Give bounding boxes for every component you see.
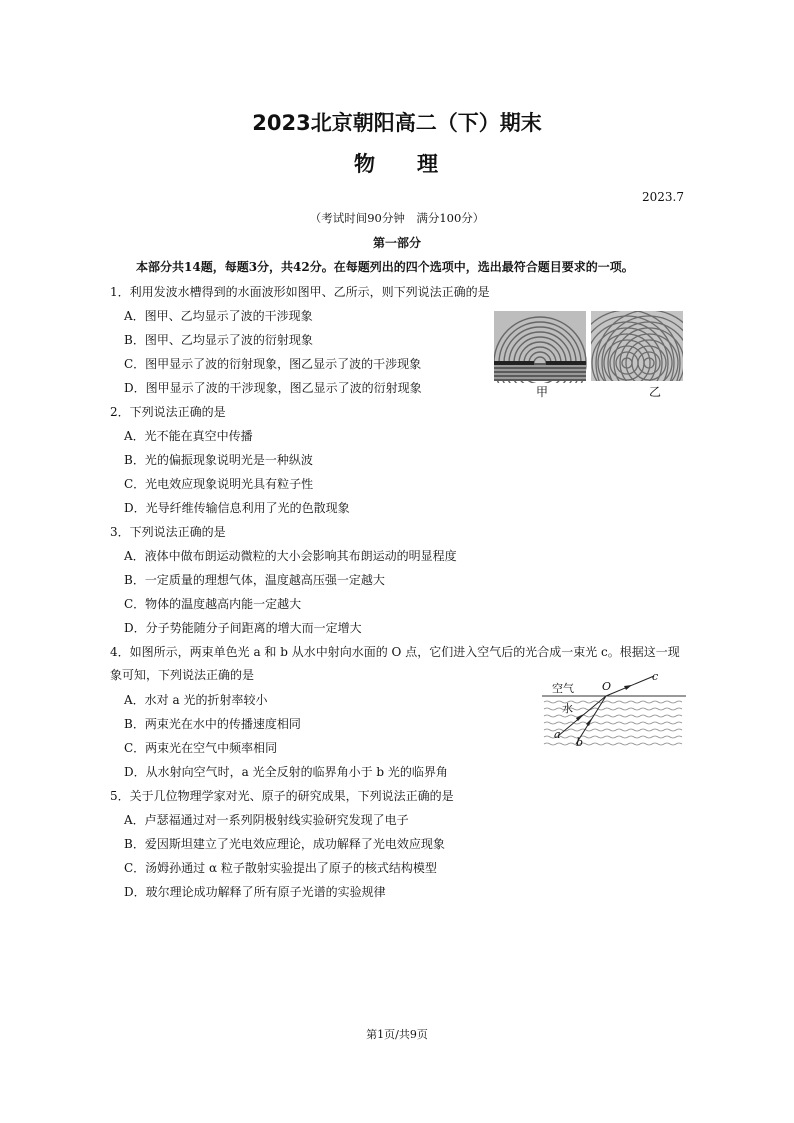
label-o: O [602, 680, 612, 693]
question-4-option-c: C．两束光在空气中频率相同 [124, 741, 278, 755]
question-1-option-a: A．图甲、乙均显示了波的干涉现象 [124, 309, 313, 323]
arrow-c [624, 685, 632, 690]
question-4-stem-line-1: 4．如图所示，两束单色光 a 和 b 从水中射向水面的 O 点，它们进入空气后的光合成一束光 c。根据这一现 [110, 645, 680, 659]
label-water: 水 [562, 702, 573, 715]
incident-waves [494, 363, 586, 381]
part-heading: 第一部分 [372, 236, 421, 250]
question-2-option-b: B．光的偏振现象说明光是一种纵波 [124, 453, 313, 467]
exam-title: 2023北京朝阳高二（下）期末 [252, 111, 542, 135]
question-1-option-d: D．图甲显示了波的干涉现象，图乙显示了波的衍射现象 [124, 381, 422, 395]
question-1-stem: 1．利用发波水槽得到的水面波形如图甲、乙所示，则下列说法正确的是 [110, 285, 490, 299]
question-5-option-b: B．爱因斯坦建立了光电效应理论，成功解释了光电效应现象 [124, 837, 445, 851]
question-1-option-c: C．图甲显示了波的衍射现象，图乙显示了波的干涉现象 [124, 357, 422, 371]
wave-figure [494, 311, 686, 399]
question-3-option-d: D．分子势能随分子间距离的增大而一定增大 [124, 621, 362, 635]
question-4-option-b: B．两束光在水中的传播速度相同 [124, 717, 301, 731]
label-a: a [554, 728, 561, 741]
question-5-stem: 5．关于几位物理学家对光、原子的研究成果，下列说法正确的是 [110, 789, 454, 803]
subject-title [0, 148, 794, 178]
question-3-option-c: C．物体的温度越高内能一定越大 [124, 597, 302, 611]
exam-info: （考试时间90分钟 满分100分） [309, 211, 485, 225]
question-2-option-c: C．光电效应现象说明光具有粒子性 [124, 477, 314, 491]
question-4-option-d: D．从水射向空气时，a 光全反射的临界角小于 b 光的临界角 [124, 765, 448, 779]
question-2-option-d: D．光导纤维传输信息利用了光的色散现象 [124, 501, 350, 515]
question-2-stem: 2．下列说法正确的是 [110, 405, 226, 419]
question-5-option-c: C．汤姆孙通过 α 粒子散射实验提出了原子的核式结构模型 [124, 861, 437, 875]
figure-label-yi: 乙 [649, 385, 662, 399]
question-5-option-d: D．玻尔理论成功解释了所有原子光谱的实验规律 [124, 885, 386, 899]
label-c: c [652, 670, 659, 683]
instructions: 本部分共14题，每题3分，共42分。在每题列出的四个选项中，选出最符合题目要求的一项。 [136, 260, 634, 274]
question-3-option-b: B．一定质量的理想气体，温度越高压强一定越大 [124, 573, 385, 587]
page-footer: 第1页/共9页 [366, 1028, 428, 1041]
question-4-stem-line-2: 象可知，下列说法正确的是 [110, 668, 255, 682]
arrow-b [586, 718, 592, 726]
question-3-stem: 3．下列说法正确的是 [110, 525, 226, 539]
figure-label-jia: 甲 [536, 385, 549, 399]
question-3-option-a: A．液体中做布朗运动微粒的大小会影响其布朗运动的明显程度 [124, 549, 457, 563]
exam-date: 2023.7 [642, 190, 684, 204]
wave-photos [494, 311, 686, 383]
label-b: b [576, 736, 584, 749]
label-air: 空气 [552, 682, 574, 695]
question-4-option-a: A．水对 a 光的折射率较小 [124, 693, 268, 707]
question-1-option-b: B．图甲、乙均显示了波的衍射现象 [124, 333, 313, 347]
question-5-option-a: A．卢瑟福通过对一系列阴极射线实验研究发现了电子 [124, 813, 409, 827]
barrier-right [546, 361, 586, 365]
subject-char-2: 理 [417, 152, 440, 176]
question-2-option-a: A．光不能在真空中传播 [124, 429, 253, 443]
barrier-left [494, 361, 534, 365]
subject-char-1: 物 [354, 152, 377, 176]
refraction-figure [540, 672, 688, 756]
